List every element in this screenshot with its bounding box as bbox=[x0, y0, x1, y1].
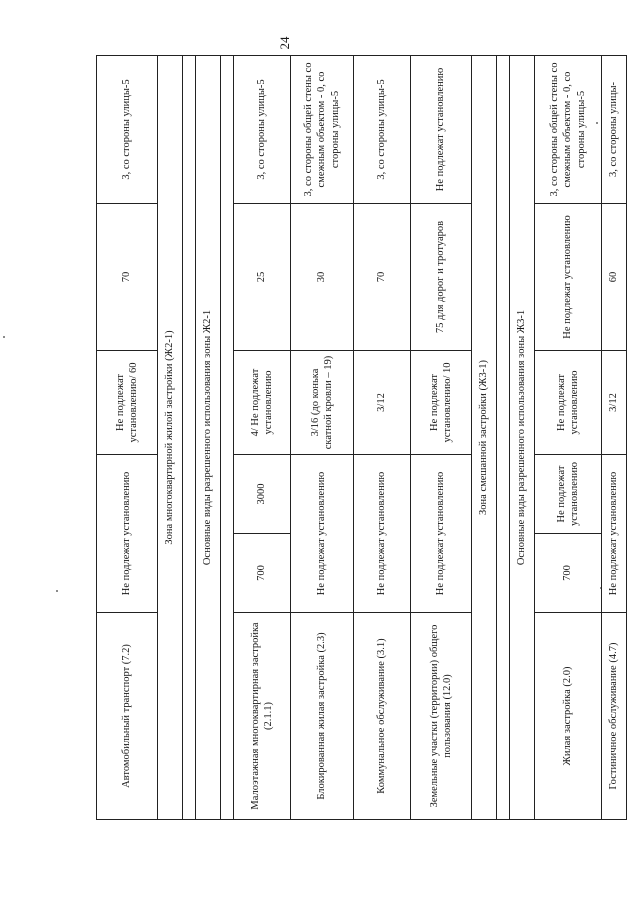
coverage-cell: 60 bbox=[602, 204, 627, 351]
floors-height-cell: Не подлежат установлению/ 60 bbox=[97, 351, 158, 455]
min-area-cell: 700 bbox=[234, 534, 291, 613]
subheader-title: Основные виды разрешенного использования зоны Ж3-1 bbox=[510, 56, 535, 820]
rotated-table-wrapper bbox=[96, 56, 620, 820]
min-area-cell: 700 bbox=[535, 534, 602, 613]
use-type-cell: Автомобильный транспорт (7.2) bbox=[97, 613, 158, 820]
area-merged-cell: Не подлежат установлению bbox=[602, 455, 627, 613]
scan-speck bbox=[56, 590, 58, 592]
area-merged-cell: Не подлежат установлению bbox=[291, 455, 354, 613]
coverage-cell: 70 bbox=[97, 204, 158, 351]
table-row bbox=[535, 56, 602, 820]
subheader-row bbox=[510, 56, 535, 820]
coverage-cell: 70 bbox=[354, 204, 411, 351]
use-type-cell: Гостиничное обслуживание (4.7) bbox=[602, 613, 627, 820]
table-row bbox=[411, 56, 472, 820]
spacer-cell bbox=[221, 56, 234, 820]
max-area-cell: 3000 bbox=[234, 455, 291, 534]
coverage-cell: 75 для дорог и тротуаров bbox=[411, 204, 472, 351]
zone-title: Зона смешанной застройки (Ж3-1) bbox=[472, 56, 497, 820]
coverage-cell: Не подлежат установлению bbox=[535, 204, 602, 351]
use-type-cell: Земельные участки (территории) общего пользования (12.0) bbox=[411, 613, 472, 820]
setback-cell: 3, со стороны улицы-5 bbox=[234, 56, 291, 204]
coverage-cell: 25 bbox=[234, 204, 291, 351]
use-type-cell: Коммунальное обслуживание (3.1) bbox=[354, 613, 411, 820]
subheader-title: Основные виды разрешенного использования зоны Ж2-1 bbox=[196, 56, 221, 820]
zone-header-row bbox=[158, 56, 183, 820]
setback-cell: Не подлежат установлению bbox=[411, 56, 472, 204]
table-row bbox=[97, 56, 158, 820]
use-type-cell: Блокированная жилая застройка (2.3) bbox=[291, 613, 354, 820]
table-row bbox=[234, 56, 291, 820]
spacer-cell bbox=[183, 56, 196, 820]
setback-cell: 3, со стороны улицы- bbox=[602, 56, 627, 204]
setback-cell: 3, со стороны общей стены со смежным объектом - 0, со стороны улицы-5 bbox=[535, 56, 602, 204]
spacer-row bbox=[497, 56, 510, 820]
setback-cell: 3, со стороны улицы-5 bbox=[354, 56, 411, 204]
zone-header-row bbox=[472, 56, 497, 820]
table-row bbox=[354, 56, 411, 820]
table-row bbox=[291, 56, 354, 820]
area-merged-cell: Не подлежат установлению bbox=[411, 455, 472, 613]
max-area-cell: Не подлежат установлению bbox=[535, 455, 602, 534]
floors-height-cell: Не подлежат установлению bbox=[535, 351, 602, 455]
floors-height-cell: Не подлежат установлению/ 10 bbox=[411, 351, 472, 455]
floors-height-cell: 3/16 (до конька скатной кровли – 19) bbox=[291, 351, 354, 455]
area-merged-cell: Не подлежат установлению bbox=[354, 455, 411, 613]
spacer-cell bbox=[497, 56, 510, 820]
spacer-row bbox=[221, 56, 234, 820]
zone-title: Зона многоквартирной жилой застройки (Ж2-1) bbox=[158, 56, 183, 820]
setback-cell: 3, со стороны общей стены со смежным объектом - 0, со стороны улицы-5 bbox=[291, 56, 354, 204]
floors-height-cell: 3/12 bbox=[354, 351, 411, 455]
spacer-row bbox=[183, 56, 196, 820]
setback-cell: 3, со стороны улицы-5 bbox=[97, 56, 158, 204]
coverage-cell: 30 bbox=[291, 204, 354, 351]
floors-height-cell: 3/12 bbox=[602, 351, 627, 455]
area-merged-cell: Не подлежат установлению bbox=[97, 455, 158, 613]
table-row bbox=[602, 56, 627, 820]
subheader-row bbox=[196, 56, 221, 820]
use-type-cell: Жилая застройка (2.0) bbox=[535, 613, 602, 820]
land-use-table bbox=[96, 55, 627, 820]
floors-height-cell: 4/ Не подлежат установлению bbox=[234, 351, 291, 455]
use-type-cell: Малоэтажная многоквартирная застройка (2.1.1) bbox=[234, 613, 291, 820]
page-number: 24 bbox=[277, 36, 292, 50]
scan-speck bbox=[3, 336, 5, 338]
